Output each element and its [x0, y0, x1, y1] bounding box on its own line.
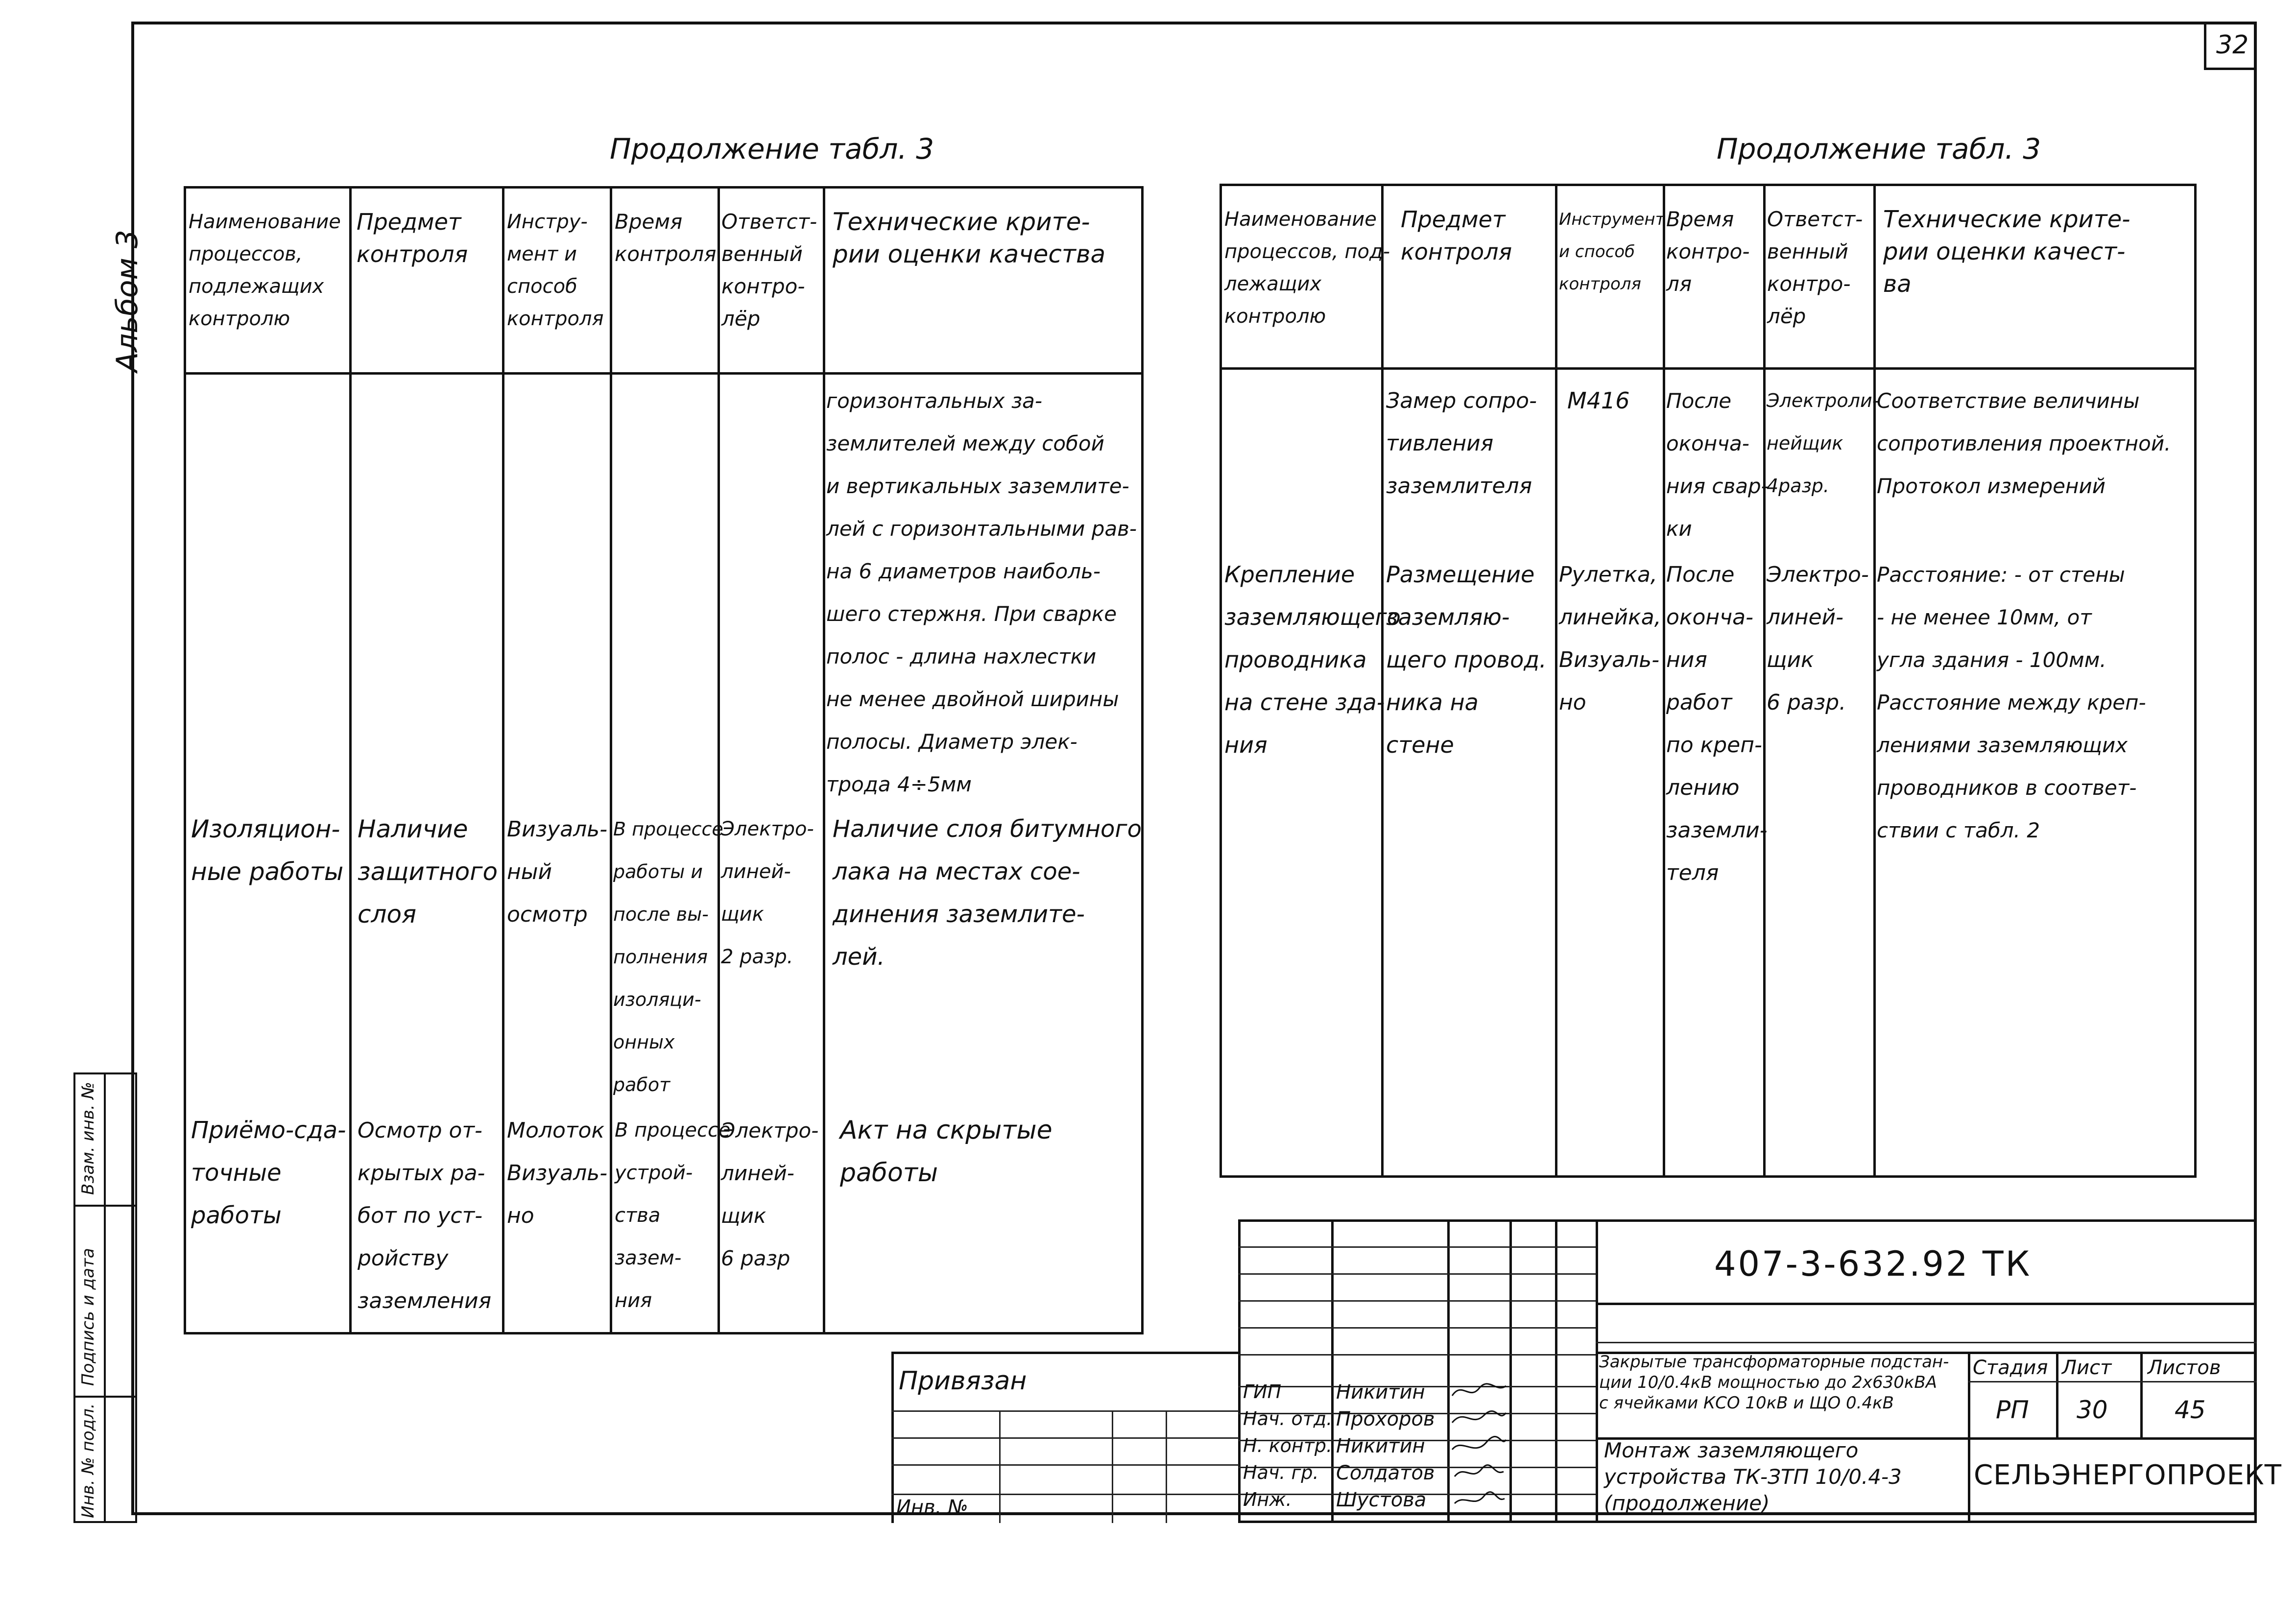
stamp-grid-v1: [1331, 1219, 1334, 1523]
left-header-criteria: Технические крите- рии оценки качества: [833, 208, 1106, 268]
left-col-line-2: [502, 186, 504, 1334]
left-row2-process: Приёмо-сда- точные работы: [191, 1117, 346, 1229]
right-col-line-2: [1555, 184, 1557, 1178]
sheet-title: Монтаж заземляющего устройства ТК-ЗТП 10/0.4-3 (продолжение): [1604, 1438, 1902, 1515]
stamp-code-sub: [1596, 1342, 2257, 1343]
right-row2-subject: Размещение заземляю- щего провод. ника на стене: [1386, 561, 1547, 758]
page-number-box-bottom: [2204, 68, 2257, 70]
right-row1-time: После оконча- ния свар- ки: [1666, 389, 1769, 541]
inventory-number-label: Инв. №: [896, 1496, 968, 1519]
binding-h2: [891, 1437, 1239, 1439]
right-header-criteria: Технические крите- рии оценки качест- ва: [1883, 206, 2130, 298]
stamp-grid-h1: [1238, 1246, 1596, 1248]
left-row2-tool: Молоток Визуаль- но: [507, 1118, 608, 1228]
binding-h1: [891, 1410, 1239, 1412]
signer-role: Н. контр.: [1243, 1435, 1333, 1456]
stamp-sheet-div2: [2140, 1352, 2143, 1437]
sheet-value: 30: [2077, 1396, 2108, 1424]
stamp-grid-h4: [1238, 1327, 1596, 1329]
binding-h3: [891, 1464, 1239, 1466]
right-header-subject: Предмет контроля: [1401, 206, 1512, 265]
margin-label-podpis: Подпись и дата: [78, 1248, 98, 1386]
right-row2-time: После оконча- ния работ по креп- лению заземли- теля: [1666, 562, 1768, 885]
stamp-title-divider: [1968, 1352, 1970, 1523]
left-table-header-line: [184, 372, 1144, 375]
binding-v2: [1112, 1410, 1113, 1523]
stamp-grid-h3: [1238, 1300, 1596, 1302]
signatures-graphic: [1450, 1379, 1508, 1521]
stamp-grid-v5: [1596, 1219, 1598, 1523]
left-continuation-criteria: горизонтальных за- землителей между собой и вертикальных заземлите- лей с горизонтальными рав- на 6 диаметров наиболь- шего стержня. При сварке полос - длина нахлестки не менее двойной ширины полосы. Диаметр элек- трода 4÷5мм: [826, 389, 1137, 796]
left-row1-tool: Визуаль- ный осмотр: [507, 817, 608, 927]
stamp-sheet-div1: [2056, 1352, 2058, 1437]
signer-role: Нач. отд.: [1243, 1408, 1333, 1429]
left-row2-criteria: Акт на скрытые работы: [840, 1116, 1052, 1188]
left-row1-criteria: Наличие слоя битумного лака на местах сое- динения заземлите- лей.: [833, 815, 1142, 971]
binding-top: [891, 1352, 1239, 1354]
album-label: Альбом 3: [110, 230, 144, 372]
stamp-grid-h5: [1238, 1354, 1596, 1356]
doc-code: 407-3-632.92 ТК: [1714, 1244, 2032, 1284]
left-table-caption: Продолжение табл. 3: [610, 132, 934, 166]
right-header-process: Наименование процессов, под- лежащих контролю: [1224, 208, 1390, 328]
signer-name: Никитин: [1336, 1435, 1425, 1457]
left-margin-divider: [104, 1072, 106, 1523]
signer-name: Прохоров: [1336, 1408, 1435, 1430]
left-header-subject: Предмет контроля: [357, 209, 468, 267]
binding-v1: [999, 1410, 1001, 1523]
stage-label: Стадия: [1973, 1357, 2048, 1379]
left-header-responsible: Ответст- венный контро- лёр: [721, 210, 817, 331]
right-row1-responsible: Электроли- нейщик 4разр.: [1767, 390, 1879, 497]
stage-value: РП: [1996, 1396, 2029, 1424]
left-header-tool: Инстру- мент и способ контроля: [507, 211, 604, 330]
left-header-process: Наименование процессов, подлежащих контролю: [189, 211, 341, 330]
page-number-box-left: [2204, 22, 2206, 69]
binding-v3: [1166, 1410, 1167, 1523]
right-row2-criteria: Расстояние: - от стены - не менее 10мм, от угла здания - 100мм. Расстояние между креп- лениями заземляющих проводников в соответ- ствии с табл. 2: [1877, 563, 2146, 842]
signer-name: Шустова: [1336, 1489, 1427, 1511]
margin-label-inv: Инв. № подл.: [78, 1403, 98, 1518]
right-row1-criteria: Соответствие величины сопротивления проектной. Протокол измерений: [1877, 389, 2171, 498]
right-col-line-3: [1663, 184, 1665, 1178]
left-row1-subject: Наличие защитного слоя: [358, 815, 498, 929]
signer-name: Солдатов: [1336, 1462, 1435, 1484]
right-row2-tool: Рулетка, линейка, Визуаль- но: [1559, 562, 1661, 715]
left-margin-sep-1: [73, 1205, 137, 1207]
right-row1-tool: М416: [1567, 387, 1630, 414]
sheet-label: Лист: [2062, 1357, 2112, 1379]
right-header-time: Время контро- ля: [1666, 207, 1750, 296]
left-row2-responsible: Электро- линей- щик 6 разр: [721, 1119, 819, 1270]
sheets-label: Листов: [2148, 1357, 2221, 1379]
sheets-value: 45: [2175, 1396, 2206, 1424]
project-title: Закрытые трансформаторные подстан- ции 10/0.4кВ мощностью до 2х630кВА с ячейками КСО 10кВ и ЩО 0.4кВ: [1599, 1352, 1949, 1413]
left-margin-sep-2: [73, 1396, 137, 1398]
right-row1-subject: Замер сопро- тивления заземлителя: [1386, 388, 1537, 499]
left-col-line-3: [610, 186, 612, 1334]
left-row2-time: В процессе устрой- ства зазем- ния: [615, 1119, 731, 1312]
right-table-header-line: [1220, 367, 2197, 370]
stamp-grid-v3: [1509, 1219, 1512, 1523]
right-col-line-5: [1873, 184, 1876, 1178]
left-col-line-5: [823, 186, 825, 1334]
signer-role: Нач. гр.: [1243, 1462, 1319, 1483]
right-row2-responsible: Электро- линей- щик 6 разр.: [1767, 562, 1869, 715]
margin-label-vzam: Взам. инв. №: [78, 1082, 98, 1195]
organization: СЕЛЬЭНЕРГОПРОЕКТ: [1974, 1459, 2282, 1491]
right-row2-process: Крепление заземляющего проводника на стене зда- ния: [1224, 561, 1401, 758]
right-header-responsible: Ответст- венный контро- лёр: [1767, 207, 1863, 328]
stamp-code-bottom: [1596, 1303, 2257, 1305]
binding-label: Привязан: [899, 1366, 1027, 1396]
page-number: 32: [2216, 30, 2249, 60]
stamp-grid-v4: [1555, 1219, 1557, 1523]
signer-name: Никитин: [1336, 1381, 1425, 1404]
left-row2-subject: Осмотр от- крытых ра- бот по уст- ройству заземления: [358, 1118, 492, 1313]
stamp-grid-h2: [1238, 1273, 1596, 1275]
left-row1-responsible: Электро- линей- щик 2 разр.: [721, 818, 814, 968]
left-row1-time: В процессе работы и после вы- полнения изоляци- онных работ: [613, 818, 723, 1095]
left-header-time: Время контроля: [615, 210, 717, 266]
left-row1-process: Изоляцион- ные работы: [191, 815, 344, 886]
right-table-caption: Продолжение табл. 3: [1717, 132, 2041, 166]
signer-role: Инж.: [1243, 1489, 1292, 1510]
right-header-tool: Инструмент и способ контроля: [1559, 210, 1665, 294]
binding-h4: [891, 1494, 1239, 1495]
stamp-sheet-header-line: [1968, 1381, 2257, 1382]
left-col-line-1: [349, 186, 352, 1334]
signer-role: ГИП: [1243, 1381, 1282, 1403]
